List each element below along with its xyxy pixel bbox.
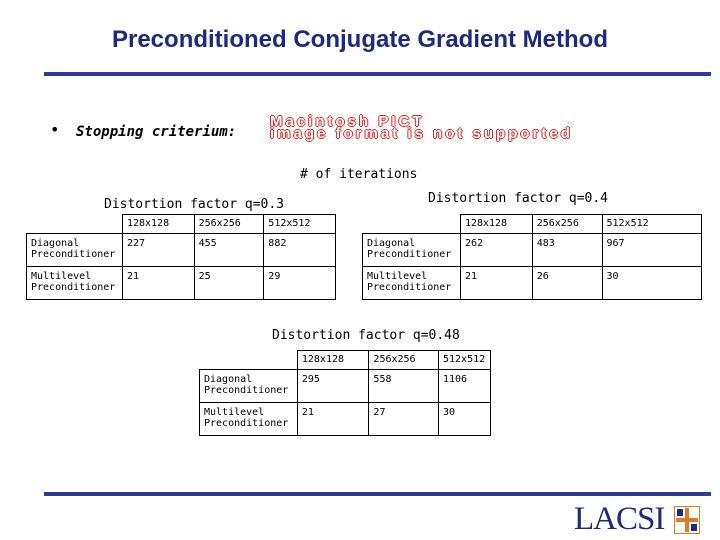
logo-text: LACSI (574, 501, 665, 537)
iterations-table-q048 (199, 350, 491, 436)
table-cell: 26 (532, 267, 602, 300)
top-divider (44, 72, 711, 76)
table-cell: 29 (264, 267, 336, 300)
pict-line-2a: image format (270, 125, 401, 142)
iterations-table-q04 (362, 214, 702, 300)
table-cell: 1106 (439, 370, 491, 403)
corner-cell (200, 351, 298, 370)
row-label: Diagonal Preconditioner (27, 234, 123, 267)
table-header-row (200, 351, 491, 370)
iterations-table-q03 (26, 214, 336, 300)
row-label: Multilevel Preconditioner (363, 267, 461, 300)
table-cell: 227 (122, 234, 194, 267)
column-header: 128x128 (122, 215, 194, 234)
pict-line-2b: is not supported (407, 125, 573, 142)
column-header: 256x256 (369, 351, 439, 370)
table-cell: 483 (532, 234, 602, 267)
logo-mark-icon (674, 506, 700, 534)
table-row (363, 267, 702, 300)
row-label: Multilevel Preconditioner (27, 267, 123, 300)
table-row (27, 267, 336, 300)
column-header: 512x512 (439, 351, 491, 370)
table-cell: 30 (439, 403, 491, 436)
column-header: 256x256 (194, 215, 264, 234)
stopping-criterium-label: Stopping criterium: (76, 124, 237, 140)
table-cell: 21 (297, 403, 369, 436)
table-row (363, 234, 702, 267)
row-label: Multilevel Preconditioner (200, 403, 298, 436)
pict-line-1: Macintosh PICT (270, 113, 425, 130)
table-header-row (27, 215, 336, 234)
table-caption-q048: Distortion factor q=0.48 (272, 328, 460, 343)
pict-line-2 (270, 125, 573, 142)
table-cell: 558 (369, 370, 439, 403)
table-cell: 262 (460, 234, 532, 267)
corner-cell (27, 215, 123, 234)
table-header-row (363, 215, 702, 234)
column-header: 512x512 (264, 215, 336, 234)
corner-cell (363, 215, 461, 234)
table-cell: 25 (194, 267, 264, 300)
table-cell: 21 (460, 267, 532, 300)
row-label: Diagonal Preconditioner (200, 370, 298, 403)
table-caption-q03: Distortion factor q=0.3 (104, 197, 285, 212)
lacsi-logo (574, 503, 702, 537)
bottom-divider (44, 492, 711, 496)
column-header: 256x256 (532, 215, 602, 234)
table-row (200, 403, 491, 436)
iterations-label: # of iterations (300, 167, 418, 182)
unsupported-pict-image (270, 113, 573, 142)
column-header: 128x128 (297, 351, 369, 370)
table-row (200, 370, 491, 403)
table-cell: 967 (602, 234, 702, 267)
column-header: 512x512 (602, 215, 702, 234)
table-cell: 455 (194, 234, 264, 267)
table-caption-q04: Distortion factor q=0.4 (428, 191, 609, 206)
table-cell: 295 (297, 370, 369, 403)
table-cell: 882 (264, 234, 336, 267)
column-header: 128x128 (460, 215, 532, 234)
bullet-marker: • (50, 120, 60, 139)
slide-title: Preconditioned Conjugate Gradient Method (111, 26, 608, 53)
table-cell: 27 (369, 403, 439, 436)
row-label: Diagonal Preconditioner (363, 234, 461, 267)
table-row (27, 234, 336, 267)
table-cell: 30 (602, 267, 702, 300)
table-cell: 21 (122, 267, 194, 300)
